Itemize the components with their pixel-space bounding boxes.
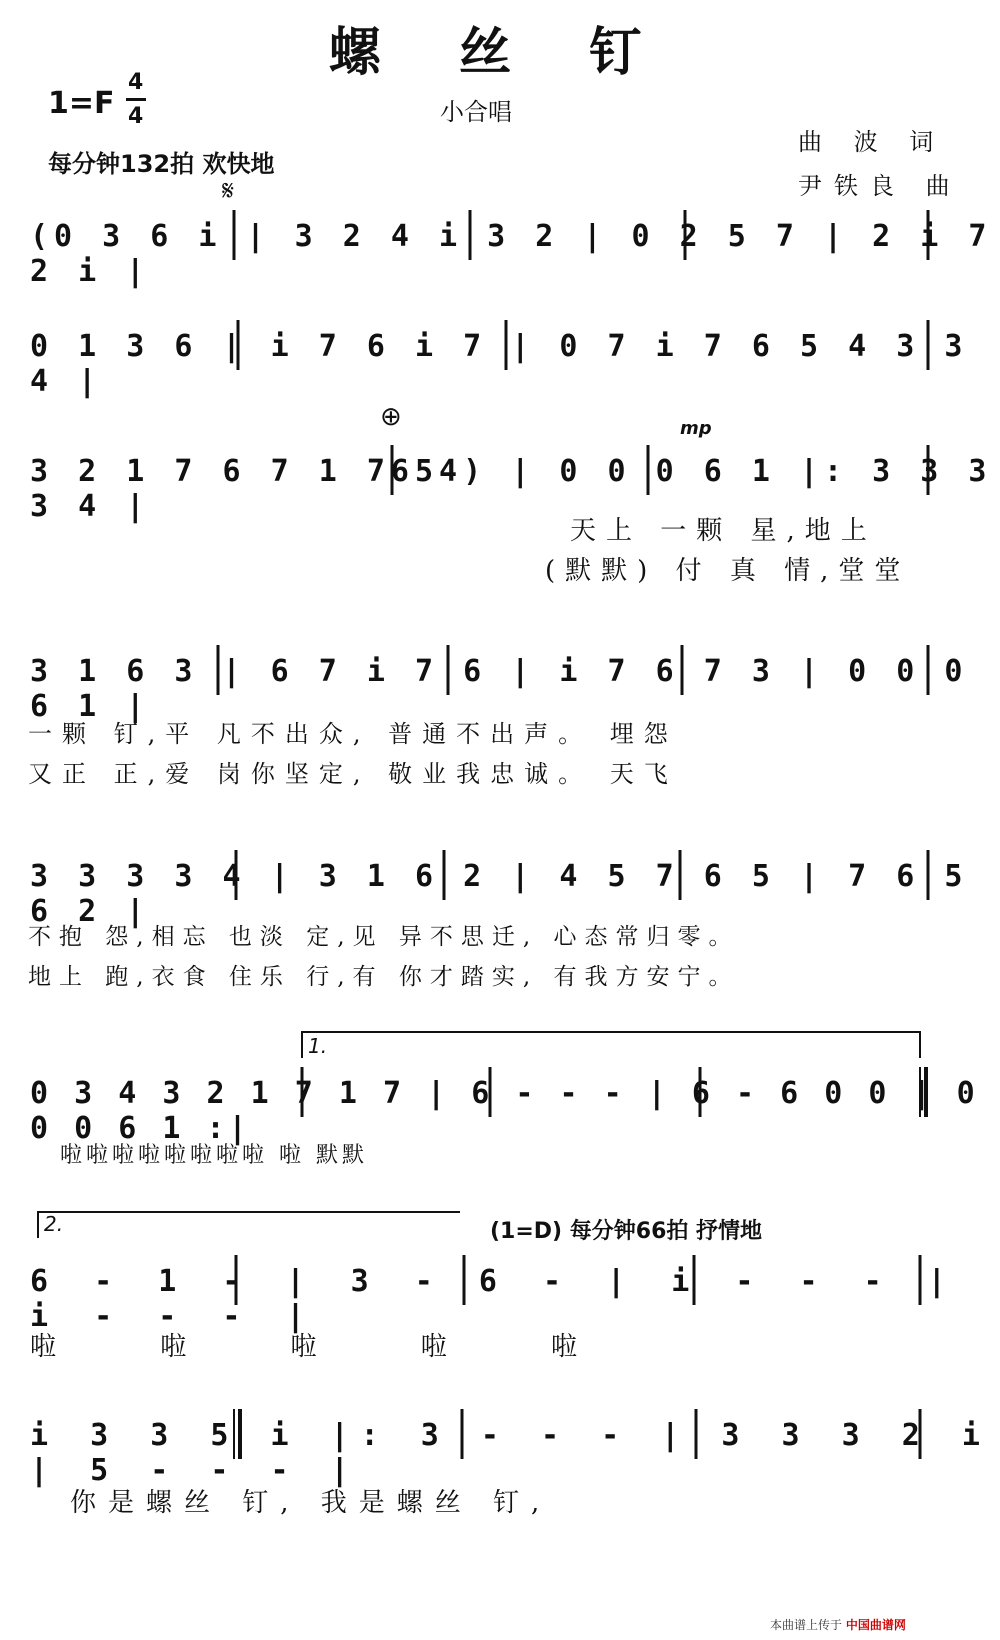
staff-row-5 <box>0 845 1000 929</box>
dynamic-marking: mp <box>680 418 712 439</box>
lyric-row-5-verse-1: 不抱 怨,相忘 也淡 定,见 异不思迁, 心态常归零。 <box>28 924 740 950</box>
lyric-row-6: 啦啦啦啦啦啦啦啦 啦 默默 <box>60 1143 368 1168</box>
composer-credit: 尹铁良 曲 <box>798 172 962 200</box>
key-change-marking: (1=D) 每分钟66拍 抒情地 <box>490 1219 763 1244</box>
staff-row-4 <box>0 640 1000 724</box>
song-title: 螺 丝 钉 <box>328 23 672 83</box>
notes-row-8: i 3 3 5 i |: 3 - - - | 3 3 3 2 i | 5 - - - | <box>30 1418 992 1488</box>
ensemble-label: 小合唱 <box>440 98 512 126</box>
staff-row-2 <box>0 315 1000 399</box>
staff-row-8 <box>0 1404 1000 1488</box>
volta-1-label: 1. <box>308 1034 328 1058</box>
notes-row-3: 3 2 1 7 6 7 1 7654) | 0 0 0 6 1 |: 3 3 3 3 4 | <box>30 454 993 524</box>
time-signature-bottom: 4 <box>128 104 144 129</box>
notes-row-6: 0 3 4 3 2 1 7 1 7 | 6 - - - | 6 - 6 0 0 | 0 0 0 6 1 :| <box>30 1076 979 1146</box>
coda-sign: ⊕ <box>380 402 402 432</box>
lyric-row-5-verse-2: 地上 跑,衣食 住乐 行,有 你才踏实, 有我方安宁。 <box>28 964 740 990</box>
footer-prefix: 本曲谱上传于 <box>770 1618 843 1632</box>
time-signature-top: 4 <box>128 70 144 95</box>
notes-row-5: 3 3 3 3 4 | 3 1 6 2 | 4 5 7 6 5 | 7 6 5 6 2 | <box>30 859 969 929</box>
volta-2-label: 2. <box>44 1212 64 1236</box>
segno-sign: 𝄋 <box>222 174 235 207</box>
staff-row-7 <box>0 1250 1000 1334</box>
time-signature-line <box>126 98 146 101</box>
footer-note <box>770 1616 906 1633</box>
lyric-row-3-verse-2: (默默) 付 真 情,堂堂 <box>545 556 911 586</box>
lyric-row-8: 你是螺丝 钉, 我是螺丝 钉, <box>70 1488 552 1518</box>
key-signature: 1=F <box>48 86 115 121</box>
tempo-marking: 每分钟132拍 欢快地 <box>48 150 275 178</box>
lyricist-credit: 曲 波 词 <box>798 128 946 156</box>
notes-row-2: 0 1 3 6 | i 7 6 i 7 | 0 7 i 7 6 5 4 3 3 4 | <box>30 329 969 399</box>
lyric-row-7: 啦 啦 啦 啦 啦 <box>30 1332 626 1362</box>
lyric-row-4-verse-2: 又正 正,爱 岗你坚定, 敬业我忠诚。 天飞 <box>28 760 678 788</box>
footer-site: 中国曲谱网 <box>845 1618 906 1632</box>
staff-row-1 <box>0 205 1000 289</box>
notes-row-1: (0 3 6 i | 3 2 4 i 3 2 | 0 2 5 7 | 2 i 7 2 i | <box>30 219 993 289</box>
notes-row-7: 6 - 1 - | 3 - 6 - | i - - - | i - - - | <box>30 1264 960 1334</box>
notes-row-4: 3 1 6 3 | 6 7 i 7 6 | i 7 6 7 3 | 0 0 0 6 1 | <box>30 654 969 724</box>
staff-row-3 <box>0 440 1000 524</box>
staff-row-6 <box>0 1062 1000 1146</box>
volta-1-bracket <box>0 1030 1000 1060</box>
lyric-row-3-verse-1: 天上 一颗 星,地上 <box>570 516 877 546</box>
lyric-row-4-verse-1: 一颗 钉,平 凡不出众, 普通不出声。 埋怨 <box>28 720 678 748</box>
